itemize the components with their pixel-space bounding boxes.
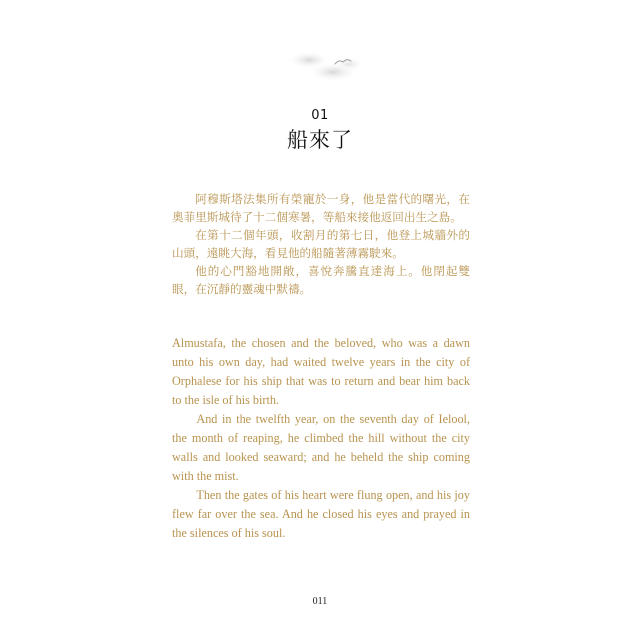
english-text-block [172, 334, 470, 543]
chinese-paragraph: 在第十二個年頭，收割月的第七日，他登上城牆外的山頭，遠眺大海，看見他的船隨著薄霧駛來。 [172, 228, 470, 260]
seagull-illustration-icon [287, 42, 367, 84]
chinese-text-block [172, 190, 470, 298]
chapter-title: 船來了 [287, 128, 353, 152]
chinese-paragraph: 他的心門豁地開敞，喜悅奔騰直達海上。他閉起雙眼，在沉靜的靈魂中默禱。 [172, 264, 470, 296]
english-paragraph: Then the gates of his heart were flung open, and his joy flew far over the sea. And he closed his eyes and prayed in the silences of his soul. [172, 488, 470, 540]
chinese-paragraph: 阿穆斯塔法集所有榮寵於一身，他是當代的曙光，在奧菲里斯城待了十二個寒暑，等船來接他返回出生之島。 [172, 192, 470, 224]
english-paragraph: And in the twelfth year, on the seventh day of Ielool, the month of reaping, he climbed the hill without the city walls and looked seaward; and he beheld the ship coming with the mist. [172, 412, 470, 483]
english-paragraph: Almustafa, the chosen and the beloved, who was a dawn unto his own day, had waited twelve years in the city of Orphalese for his ship that was to return and bear him back to the isle of his birth. [172, 336, 470, 407]
chapter-number: 01 [311, 108, 329, 123]
page-number: 011 [312, 596, 328, 607]
